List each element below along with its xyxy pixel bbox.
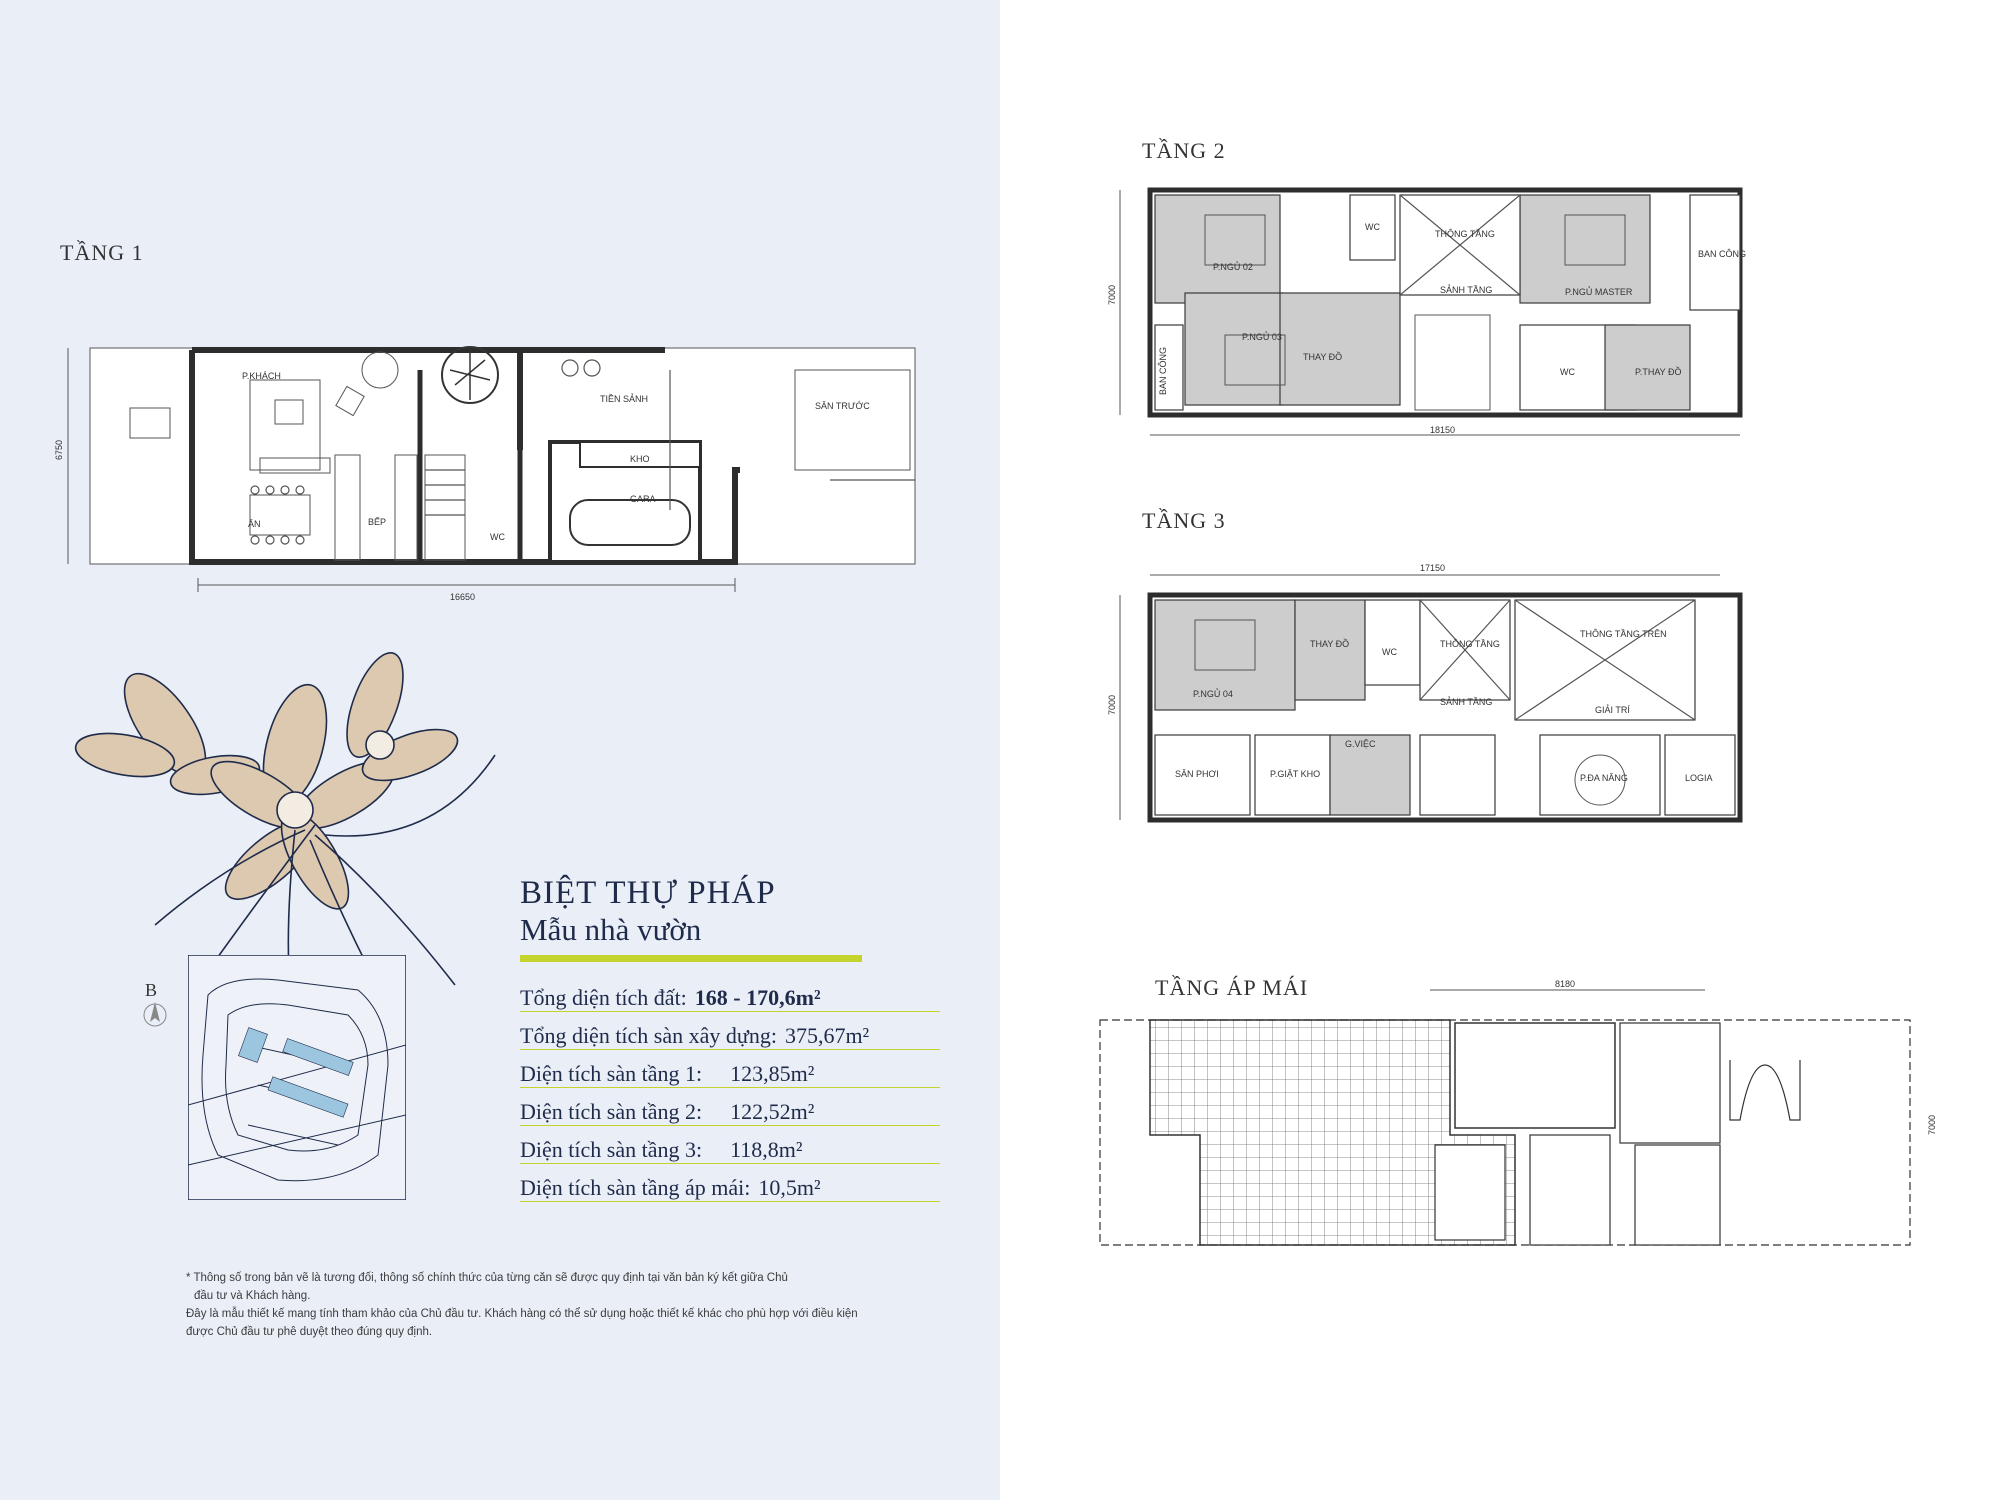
floor1-kitchen-label: BẾP	[368, 517, 387, 527]
floor2-balconysmall-label: BAN CÔNG	[1158, 346, 1168, 395]
floor3-plan	[1100, 555, 1780, 845]
floor2-dim-height: 7000	[1107, 284, 1117, 305]
title-accent-line	[520, 955, 862, 962]
floor1-dining-label: ĂN	[248, 519, 261, 529]
floor1-garage-label: GARA	[630, 494, 656, 504]
floor1-frontyard-label: SÂN TRƯỚC	[815, 401, 870, 411]
spec-list	[520, 974, 940, 1202]
roof-plan	[1090, 975, 1970, 1265]
spec-value: 10,5m²	[758, 1175, 821, 1200]
floor3-laundry-label: P.GIẶT KHO	[1270, 769, 1321, 779]
spec-value: 168 - 170,6m²	[694, 985, 821, 1010]
spec-label: Tổng diện tích sàn xây dựng:	[520, 1023, 777, 1048]
roof-dim-height: 7000	[1927, 1114, 1937, 1135]
spec-value: 122,52m²	[730, 1099, 815, 1124]
floor1-living-label: P.KHÁCH	[242, 371, 281, 381]
floor3-logia-label: LOGIA	[1685, 773, 1713, 783]
floor2-master-label: P.NGỦ MASTER	[1565, 287, 1633, 297]
footnote-line: đầu tư và Khách hàng.	[194, 1290, 311, 1302]
spec-row	[520, 1012, 940, 1050]
footnote-line: được Chủ đầu tư phê duyệt theo đúng quy định.	[186, 1326, 433, 1338]
villa-subtitle: Mẫu nhà vườn	[520, 912, 702, 947]
floor1-plan	[50, 330, 950, 600]
footnote-line: * Thông số trong bản vẽ là tương đối, thông số chính thức của từng căn sẽ được quy định tại văn bản ký kết giữa Chủ	[186, 1272, 788, 1284]
spec-label: Tổng diện tích đất:	[520, 985, 687, 1010]
floor2-bed2-label: P.NGỦ 02	[1213, 262, 1253, 272]
floor3-work-label: G.VIỆC	[1345, 739, 1376, 749]
floor3-entertain-label: GIẢI TRÍ	[1595, 705, 1630, 715]
floor2-title: TẦNG 2	[1142, 138, 1226, 163]
floor2-masterstore-label: P.THAY ĐỒ	[1635, 367, 1682, 377]
floor3-voidabove-label: THÔNG TẦNG TRÊN	[1580, 629, 1667, 639]
flower-illustration	[55, 645, 535, 1005]
spec-row	[520, 974, 940, 1012]
floor2-hall-label: SẢNH TẦNG	[1440, 285, 1493, 295]
spec-row	[520, 1050, 940, 1088]
floor1-storage-label: KHO	[630, 454, 650, 464]
floor1-lobby-label: TIỀN SẢNH	[600, 394, 649, 404]
floor3-multi-label: P.ĐA NĂNG	[1580, 773, 1628, 783]
floor2-wcb-label: WC	[1560, 367, 1575, 377]
compass-icon	[140, 1000, 170, 1030]
floor3-title: TẦNG 3	[1142, 508, 1226, 533]
floor3-drying-label: SÂN PHƠI	[1175, 769, 1219, 779]
floor3-closet-label: THAY ĐỒ	[1310, 639, 1350, 649]
roof-dim-width: 8180	[1555, 979, 1576, 989]
floor1-dim-height: 6750	[54, 439, 64, 460]
floor2-balcony-label: BAN CÔNG	[1698, 249, 1747, 259]
floor3-wc-label: WC	[1382, 647, 1397, 657]
roof-title: TẦNG ÁP MÁI	[1155, 975, 1309, 1000]
floor2-plan	[1100, 175, 1770, 445]
compass-label: B	[145, 980, 158, 1000]
spec-value: 118,8m²	[730, 1137, 803, 1162]
floor1-dim-width: 16650	[450, 592, 476, 600]
spec-row	[520, 1126, 940, 1164]
floor2-bed3-label: P.NGỦ 03	[1242, 332, 1282, 342]
floor3-void-label: THÔNG TẦNG	[1440, 639, 1500, 649]
spec-label: Diện tích sàn tầng 3:	[520, 1137, 703, 1162]
floor2-closet-label: THAY ĐỒ	[1303, 352, 1343, 362]
spec-value: 375,67m²	[784, 1023, 870, 1048]
floor2-wca-label: WC	[1365, 222, 1380, 232]
floor3-bed4-label: P.NGỦ 04	[1193, 689, 1233, 699]
floor3-dim-height: 7000	[1107, 694, 1117, 715]
spec-label: Diện tích sàn tầng áp mái:	[520, 1175, 751, 1200]
floor1-title: TẦNG 1	[60, 240, 144, 265]
floor1-wc-label: WC	[490, 532, 505, 542]
villa-title: BIỆT THỰ PHÁP	[520, 875, 776, 911]
floor3-hall-label: SẢNH TẦNG	[1440, 697, 1493, 707]
floor2-void-label: THÔNG TẦNG	[1435, 229, 1495, 239]
footnote	[186, 1269, 886, 1341]
spec-label: Diện tích sàn tầng 1:	[520, 1061, 703, 1086]
floor2-dim-width: 18150	[1430, 425, 1456, 435]
spec-value: 123,85m²	[730, 1061, 815, 1086]
site-map	[188, 955, 406, 1200]
footnote-line: Đây là mẫu thiết kế mang tính tham khảo của Chủ đầu tư. Khách hàng có thể sử dụng hoặc thiết kế khác cho phù hợp với điều kiện	[186, 1308, 858, 1320]
floor3-dim-width: 17150	[1420, 563, 1446, 573]
spec-row	[520, 1164, 940, 1202]
spec-row	[520, 1088, 940, 1126]
spec-label: Diện tích sàn tầng 2:	[520, 1099, 703, 1124]
